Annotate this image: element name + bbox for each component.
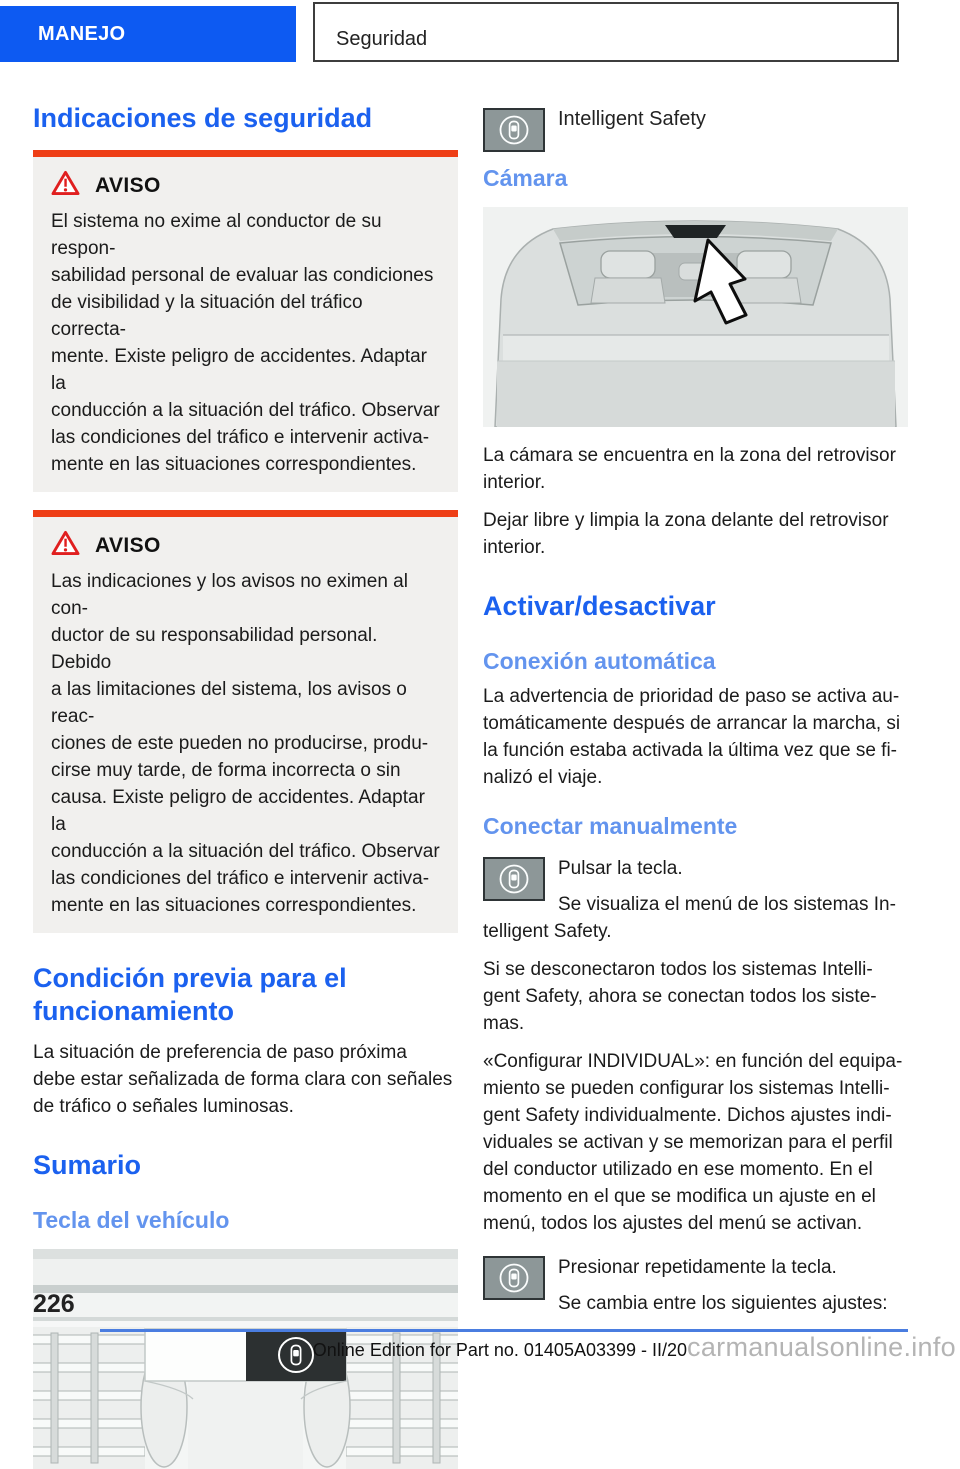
key-step-text: Presionar repetidamente la tecla. <box>558 1257 837 1278</box>
key-instruction-block <box>483 855 908 945</box>
section-tab-label: MANEJO <box>38 22 126 45</box>
camera-location-image <box>483 207 908 427</box>
text-line: viduales se activan y se memorizan para el perfil <box>483 1132 893 1153</box>
warning-triangle-icon <box>51 530 80 561</box>
edition-note: Online Edition for Part no. 01405A03399 - II/20 <box>312 1340 688 1360</box>
subheading-tecla-vehiculo: Tecla del vehículo <box>33 1207 230 1233</box>
text-line: a las limitaciones del sistema, los avisos o reac- <box>51 679 407 727</box>
warning-label: AVISO <box>95 173 161 197</box>
warning-body <box>33 157 458 492</box>
warning-top-bar <box>33 510 458 517</box>
warning-triangle-icon <box>51 170 80 201</box>
text-line: de tráfico o señales luminosas. <box>33 1096 294 1117</box>
heading-activar-desactivar: Activar/desactivar <box>483 591 716 621</box>
warning-body <box>33 517 458 933</box>
intelligent-safety-label: Intelligent Safety <box>558 108 706 130</box>
text-line: La cámara se encuentra en la zona del retrovisor <box>483 445 896 466</box>
text-line: de visibilidad y la situación del tráfico correcta- <box>51 292 363 340</box>
paragraph-desconectaron <box>483 956 908 1037</box>
paragraph-configurar-individual <box>483 1048 908 1237</box>
text-line: nalizó el viaje. <box>483 767 603 788</box>
key-result-text: Se cambia entre los siguientes ajustes: <box>558 1293 888 1314</box>
subheading-conexion-automatica: Conexión automática <box>483 648 716 674</box>
text-line: mente en las situaciones correspondientes. <box>51 895 417 916</box>
key-step-text: Pulsar la tecla. <box>558 858 683 879</box>
chapter-title: Seguridad <box>336 27 428 50</box>
warning-box <box>33 510 458 933</box>
intelligent-safety-key-icon <box>483 1256 545 1300</box>
heading-condicion-previa: Condición previa para el funcionamiento <box>33 963 347 1026</box>
text-line: sabilidad personal de evaluar las condiciones <box>51 265 434 286</box>
paragraph-camara-2 <box>483 507 908 561</box>
right-column <box>483 62 908 1317</box>
heading-sumario: Sumario <box>33 1150 142 1180</box>
text-line: menú, todos los ajustes del menú se activan. <box>483 1213 863 1234</box>
text-line: Las indicaciones y los avisos no eximen al con- <box>51 571 408 619</box>
text-line: La advertencia de prioridad de paso se activa au- <box>483 686 900 707</box>
watermark-text: carmanualsonline.info <box>687 1332 956 1362</box>
text-line: conducción a la situación del tráfico. Observar <box>51 400 440 421</box>
intelligent-safety-key-icon <box>483 857 545 901</box>
text-line: Si se desconectaron todos los sistemas Intelli- <box>483 959 873 980</box>
text-line: Dejar libre y limpia la zona delante del retrovisor <box>483 510 889 531</box>
footer-row <box>0 1332 960 1363</box>
text-line: conducción a la situación del tráfico. Observar <box>51 841 440 862</box>
paragraph-condicion <box>33 1039 458 1120</box>
heading-indicaciones: Indicaciones de seguridad <box>33 103 373 133</box>
text-line: ciones de este pueden no producirse, produ- <box>51 733 429 754</box>
text-line: mas. <box>483 1013 525 1034</box>
text-line: causa. Existe peligro de accidentes. Adaptar la <box>51 787 425 835</box>
text-line: las condiciones del tráfico e intervenir activa- <box>51 868 430 889</box>
text-line: cirse muy tarde, de forma incorrecta o sin <box>51 760 401 781</box>
text-line: La situación de preferencia de paso próxima <box>33 1042 407 1063</box>
text-line: gent Safety, ahora se conectan todos los siste- <box>483 986 877 1007</box>
intelligent-safety-row <box>483 106 908 154</box>
text-line: momento en el que se modifica un ajuste en el <box>483 1186 876 1207</box>
subheading-camara: Cámara <box>483 165 568 191</box>
warning-box <box>33 150 458 492</box>
warning-label: AVISO <box>95 533 161 557</box>
page-number: 226 <box>33 1290 75 1318</box>
text-line: debe estar señalizada de forma clara con señales <box>33 1069 453 1090</box>
paragraph-camara-1 <box>483 442 908 496</box>
text-line: del conductor utilizado en ese momento. En el <box>483 1159 873 1180</box>
left-column <box>33 62 458 1469</box>
text-line: las condiciones del tráfico e intervenir activa- <box>51 427 430 448</box>
text-line: mente en las situaciones correspondientes. <box>51 454 417 475</box>
text-line: «Configurar INDIVIDUAL»: en función del equipa- <box>483 1051 903 1072</box>
section-tab <box>0 6 296 62</box>
text-line: interior. <box>483 472 546 493</box>
text-line: tomáticamente después de arrancar la marcha, si <box>483 713 901 734</box>
text-line: ductor de su responsabilidad personal. Debido <box>51 625 378 673</box>
text-line: interior. <box>483 537 546 558</box>
warning-top-bar <box>33 150 458 157</box>
paragraph-conexion <box>483 683 908 791</box>
key-result-text: telligent Safety. <box>483 921 612 942</box>
warning-text <box>51 568 442 919</box>
key-result-text: Se visualiza el menú de los sistemas In- <box>558 894 896 915</box>
text-line: la función estaba activada la última vez que se fi- <box>483 740 898 761</box>
warning-text <box>51 208 442 478</box>
text-line: miento se pueden configurar los sistemas Intelli- <box>483 1078 890 1099</box>
text-line: gent Safety individualmente. Dichos ajustes indi- <box>483 1105 892 1126</box>
chapter-box <box>313 2 899 62</box>
text-line: El sistema no exime al conductor de su respon- <box>51 211 382 259</box>
subheading-conectar-manualmente: Conectar manualmente <box>483 813 738 839</box>
intelligent-safety-key-icon <box>483 108 545 152</box>
key-instruction-block <box>483 1254 908 1317</box>
text-line: mente. Existe peligro de accidentes. Adaptar la <box>51 346 428 394</box>
